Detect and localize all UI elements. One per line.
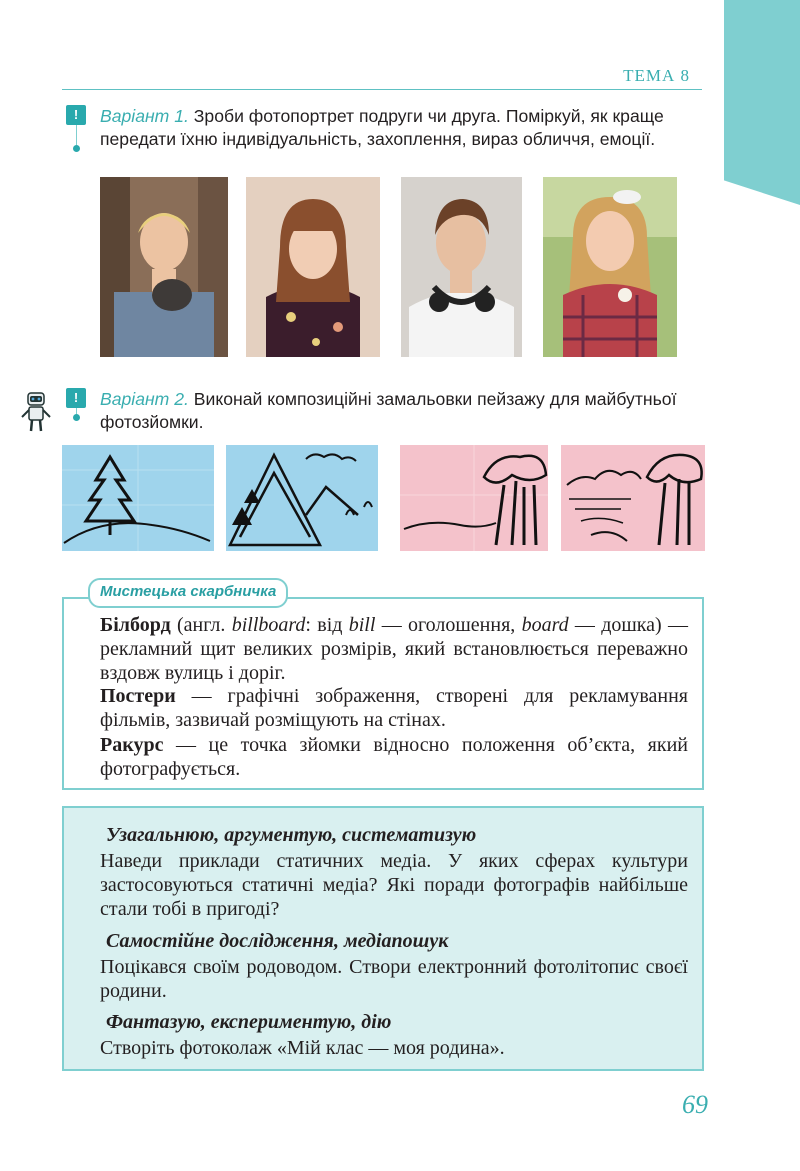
- term-name: Ракурс: [100, 734, 164, 756]
- landscape-sketch-2: [226, 445, 378, 551]
- variant1-label: Варіант 1.: [100, 106, 189, 126]
- candle-icon: ǃ: [66, 388, 86, 408]
- candle-icon: ǃ: [66, 105, 86, 125]
- landscape-sketch-1: [62, 445, 214, 551]
- term-posters: Постери — графічні зображення, створені для рекламування фільмів, зазвичай розміщують на стінах.: [100, 685, 688, 731]
- page-number: 69: [682, 1090, 708, 1119]
- portrait-photo-3: [401, 177, 522, 357]
- header-rule: [62, 89, 702, 90]
- task-heading-3: Фантазую, експериментую, дію: [106, 1011, 392, 1033]
- term-billboard: Білборд (англ. billboard: від bill — оголошення, board — дошка) — рекламний щит великих розмірів, який встановлюється переважно вздовж вулиць і доріг.: [100, 614, 689, 684]
- portrait-photo-4: [543, 177, 677, 357]
- landscape-sketch-3: [400, 445, 548, 551]
- corner-tab: [724, 0, 800, 205]
- task-heading-2: Самостійне дослідження, медіапошук: [106, 930, 449, 952]
- task-text-1: Наведи приклади статичних медіа. У яких сферах культури застосовуються статичні медіа? Які поради фотографів найбільше стали тобі в пригоді?: [100, 850, 688, 920]
- variant1-text: [100, 105, 706, 151]
- task-text-3: Створіть фотоколаж «Мій клас — моя родина».: [100, 1037, 505, 1059]
- term-angle: Ракурс — це точка зйомки відносно положення об’єкта, який фотографується.: [100, 734, 688, 780]
- robot-icon: [19, 389, 53, 435]
- term-name: Постери: [100, 685, 176, 707]
- variant2-label: Варіант 2.: [100, 389, 189, 409]
- variant1-marker: [66, 105, 88, 152]
- variant2-body: Виконай композиційні замальовки пейзажу для майбутньої фотозйомки.: [100, 389, 677, 432]
- task-heading-1: Узагальнюю, аргументую, систематизую: [106, 824, 477, 846]
- variant2-text: [100, 388, 706, 434]
- term-name: Білборд: [100, 614, 171, 636]
- landscape-sketch-4: [561, 445, 705, 551]
- variant1-body: Зроби фотопортрет подруги чи друга. Поміркуй, як краще передати їхню індивідуальність, захоплення, вираз обличчя, емоції.: [100, 106, 664, 149]
- portrait-photo-2: [246, 177, 380, 357]
- task-text-2: Поцікався своїм родоводом. Створи електронний фотолітопис своєї родини.: [100, 956, 688, 1002]
- variant2-marker: [66, 388, 88, 421]
- portrait-photo-1: [100, 177, 228, 357]
- topic-label: ТЕМА 8: [623, 66, 690, 85]
- art-treasury-title: Мистецька скарбничка: [88, 578, 288, 608]
